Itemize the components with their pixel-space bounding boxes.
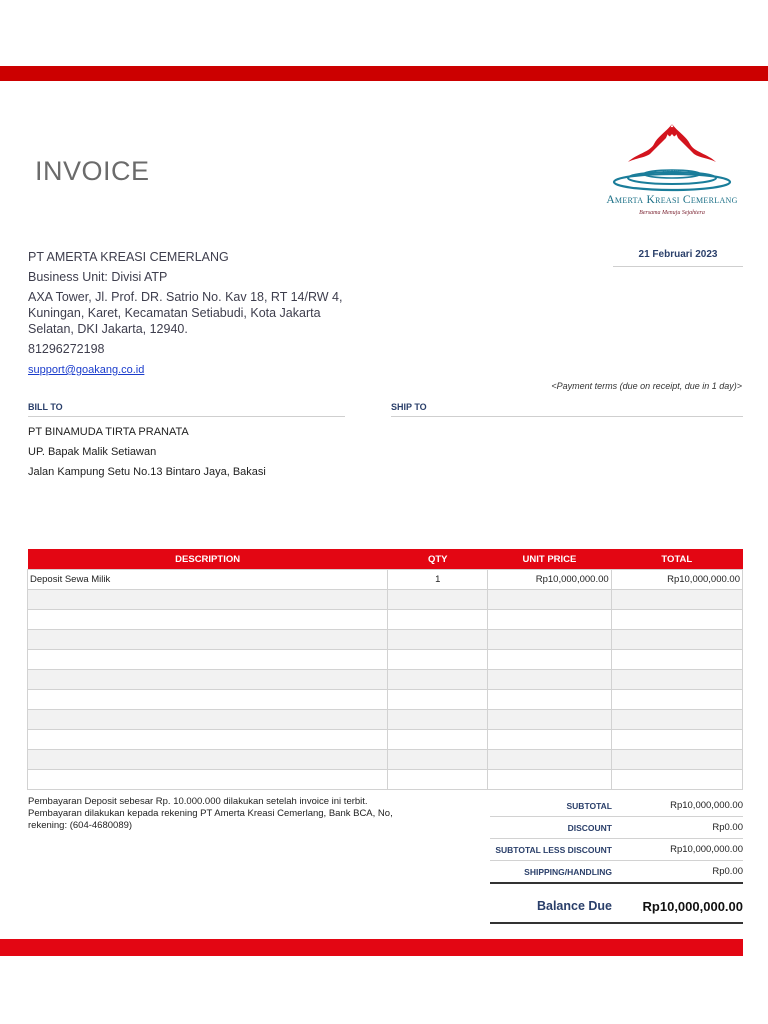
company-phone: 81296272198 [28,342,105,356]
company-email-link[interactable]: support@goakang.co.id [28,364,145,376]
company-info [28,249,348,382]
payment-terms: <Payment terms (due on receipt, due in 1 day)> [551,381,742,391]
col-description: DESCRIPTION [28,549,388,570]
shipping-row [490,861,743,884]
shipping-label: SHIPPING/HANDLING [524,866,612,877]
subtotal-label: SUBTOTAL [566,800,612,811]
table-row [28,730,743,750]
table-row [28,590,743,610]
table-row [28,690,743,710]
subtotal-less-discount-row [490,839,743,861]
subtotal-row [490,795,743,817]
bill-to-details [28,426,266,486]
cell-description: Deposit Sewa Milik [28,570,388,590]
company-logo [606,118,738,226]
top-red-bar [0,66,768,81]
svg-text:GKANG: GKANG [662,170,682,176]
bottom-red-bar [0,939,743,956]
bill-to-address: Jalan Kampung Setu No.13 Bintaro Jaya, Bakasi [28,466,266,478]
col-total: TOTAL [611,549,742,570]
discount-row [490,817,743,839]
ship-to-heading: SHIP TO [391,402,743,417]
logo-emblem-icon [606,118,738,196]
invoice-title: INVOICE [35,156,150,186]
col-qty: QTY [388,549,488,570]
bill-to-heading: BILL TO [28,402,345,417]
shipping-value: Rp0.00 [712,866,743,877]
company-address: AXA Tower, Jl. Prof. DR. Satrio No. Kav 18, RT 14/RW 4, Kuningan, Karet, Kecamatan Setiabudi, Kota Jakarta Selatan, DKI Jakarta, 12940. [28,290,343,336]
table-row [28,670,743,690]
table-row [28,630,743,650]
logo-text: Amerta Kreasi Cemerlang [606,194,738,206]
discount-value: Rp0.00 [712,822,743,833]
summary-block [490,795,743,924]
table-row [28,770,743,790]
table-row [28,650,743,670]
balance-due-label: Balance Due [536,899,612,913]
subtotal-value: Rp10,000,000.00 [670,800,743,811]
table-row [28,750,743,770]
cell-qty: 1 [388,570,488,590]
balance-due-value: Rp10,000,000.00 [642,898,743,914]
company-name: PT AMERTA KREASI CEMERLANG [28,250,229,264]
line-items-table [27,549,743,790]
cell-total: Rp10,000,000.00 [611,570,742,590]
subtotal-less-discount-label: SUBTOTAL LESS DISCOUNT [495,844,612,855]
bill-to-attention: UP. Bapak Malik Setiawan [28,446,157,458]
cell-unit-price: Rp10,000,000.00 [488,570,611,590]
bill-to-name: PT BINAMUDA TIRTA PRANATA [28,426,189,438]
payment-note: Pembayaran Deposit sebesar Rp. 10.000.000 dilakukan setelah invoice ini terbit. Pembayaran dilakukan kepada rekening PT Amerta Kreasi Cemerlang, Bank BCA, No, rekening: (604-4680089) [28,796,393,831]
table-row [28,610,743,630]
table-header-row [28,549,743,570]
col-unit-price: UNIT PRICE [488,549,611,570]
discount-label: DISCOUNT [567,822,612,833]
business-unit: Business Unit: Divisi ATP [28,270,168,284]
logo-tagline: Bersama Menuju Sejahtera [639,210,705,216]
table-row [28,710,743,730]
invoice-date: 21 Februari 2023 [613,249,743,267]
balance-due-row [490,890,743,924]
table-row [28,570,743,590]
subtotal-less-discount-value: Rp10,000,000.00 [670,844,743,855]
